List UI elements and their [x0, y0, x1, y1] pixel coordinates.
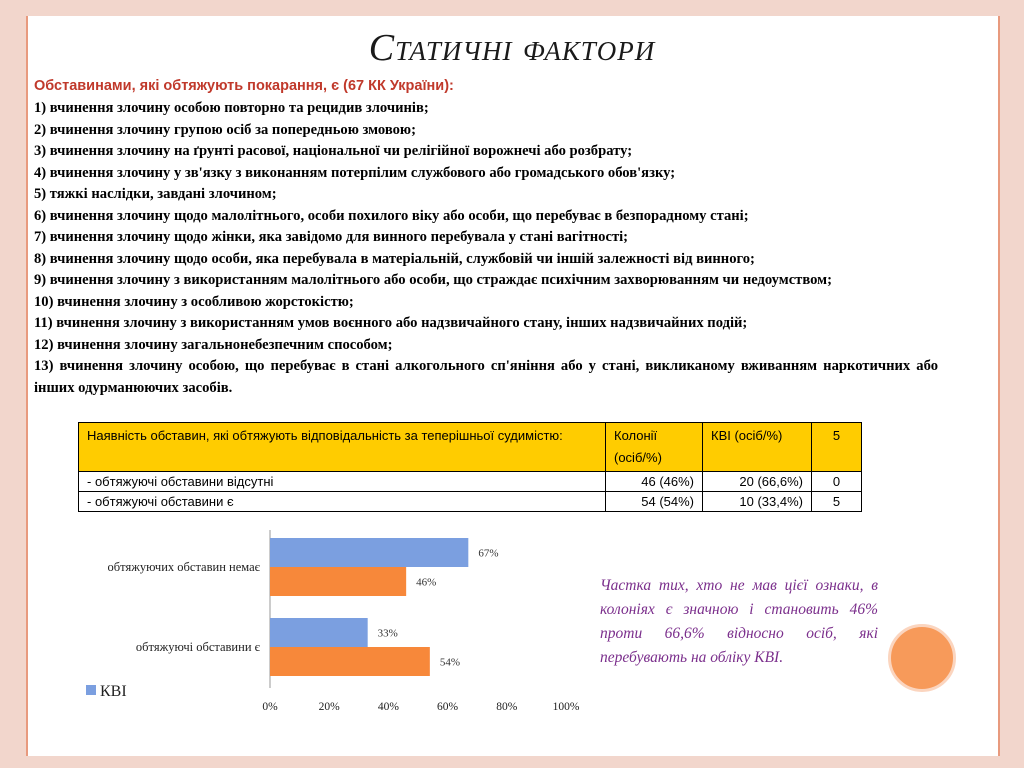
- list-item: 5) тяжкі наслідки, завдані злочином;: [34, 186, 277, 202]
- table-cell: 10 (33,4%): [703, 492, 812, 512]
- table-cell: 5: [812, 492, 862, 512]
- table-cell: - обтяжуючі обставини відсутні: [79, 472, 606, 492]
- tick-label: 80%: [496, 701, 518, 713]
- bar: [270, 567, 406, 596]
- tick-label: 40%: [377, 701, 399, 713]
- stats-table: [78, 422, 862, 512]
- list-item: 11) вчинення злочину з використанням умов воєнного або надзвичайного стану, інших надзвичайних подій;: [34, 315, 748, 331]
- bar: [270, 618, 368, 647]
- table-header-cell: 5: [812, 423, 862, 472]
- tick-label: 60%: [437, 701, 459, 713]
- list-item: 7) вчинення злочину щодо жінки, яка завідомо для винного перебувала у стані вагітності;: [34, 229, 629, 245]
- list-item: 12) вчинення злочину загальнонебезпечним способом;: [34, 336, 393, 353]
- tick-label: 20%: [318, 701, 340, 713]
- aggravating-list: [34, 98, 938, 399]
- list-item: 8) вчинення злочину щодо особи, яка перебувала в матеріальній, службовій чи іншій залежності від винного;: [34, 250, 755, 267]
- list-item: 13) вчинення злочину особою, що перебуває в стані алкогольного сп'яніння або у стані, викликаному вживанням наркотичних або інших одурманюючих засобів.: [34, 358, 938, 396]
- subtitle: Обставинами, які обтяжують покарання, є (67 КК України):: [34, 78, 454, 94]
- category-label: обтяжуючих обставин немає: [107, 560, 260, 574]
- tick-label: 100%: [552, 701, 580, 713]
- table-cell: 0: [812, 472, 862, 492]
- table-cell: - обтяжуючі обставини є: [79, 492, 606, 512]
- table-cell: 20 (66,6%): [703, 472, 812, 492]
- decorative-circle: [888, 624, 956, 692]
- table-header-cell: КВІ (осіб/%): [703, 423, 812, 472]
- conclusion-note: Частка тих, хто не мав цієї ознаки, в колоніях є значною і становить 46% проти 66,6% відносно осіб, які перебувають на обліку КВІ.: [600, 577, 878, 666]
- data-label: 54%: [439, 656, 461, 669]
- data-label: 67%: [478, 547, 499, 560]
- page-title: Статичні фактори: [368, 27, 656, 69]
- list-item: 3) вчинення злочину на ґрунті расової, національної чи релігійної ворожнечі або розбрату;: [34, 143, 633, 159]
- table-header-cell: Наявність обставин, які обтяжують відповідальність за теперішньої судимістю:: [79, 423, 606, 472]
- legend-swatch: [86, 685, 96, 695]
- list-item: 4) вчинення злочину у зв'язку з виконанням потерпілим службового або громадського обов'язку;: [34, 164, 676, 181]
- table-cell: 46 (46%): [606, 472, 703, 492]
- table-row: [79, 472, 862, 492]
- list-item: 1) вчинення злочину особою повторно та рецидив злочинів;: [34, 100, 429, 116]
- data-label: 46%: [416, 576, 437, 589]
- bar: [270, 538, 468, 567]
- bar-chart: [38, 522, 598, 722]
- list-item: 6) вчинення злочину щодо малолітнього, особи похилого віку або особи, що перебуває в безпорадному стані;: [34, 207, 749, 224]
- category-label: обтяжуючі обставини є: [135, 640, 260, 654]
- list-item: 10) вчинення злочину з особливою жорстокістю;: [34, 293, 354, 310]
- list-item: 9) вчинення злочину з використанням малолітнього або особи, що страждає психічним захворюванням чи недоумством;: [34, 272, 832, 288]
- data-label: 33%: [377, 627, 398, 640]
- table-cell: 54 (54%): [606, 492, 703, 512]
- bar: [270, 647, 430, 676]
- table-row: [79, 492, 862, 512]
- tick-label: 0%: [262, 701, 278, 713]
- list-item: 2) вчинення злочину групою осіб за попередньою змовою;: [34, 121, 416, 138]
- table-header-row: [79, 423, 862, 472]
- table-header-cell: Колонії (осіб/%): [606, 423, 703, 472]
- legend-label: КВІ: [100, 683, 127, 700]
